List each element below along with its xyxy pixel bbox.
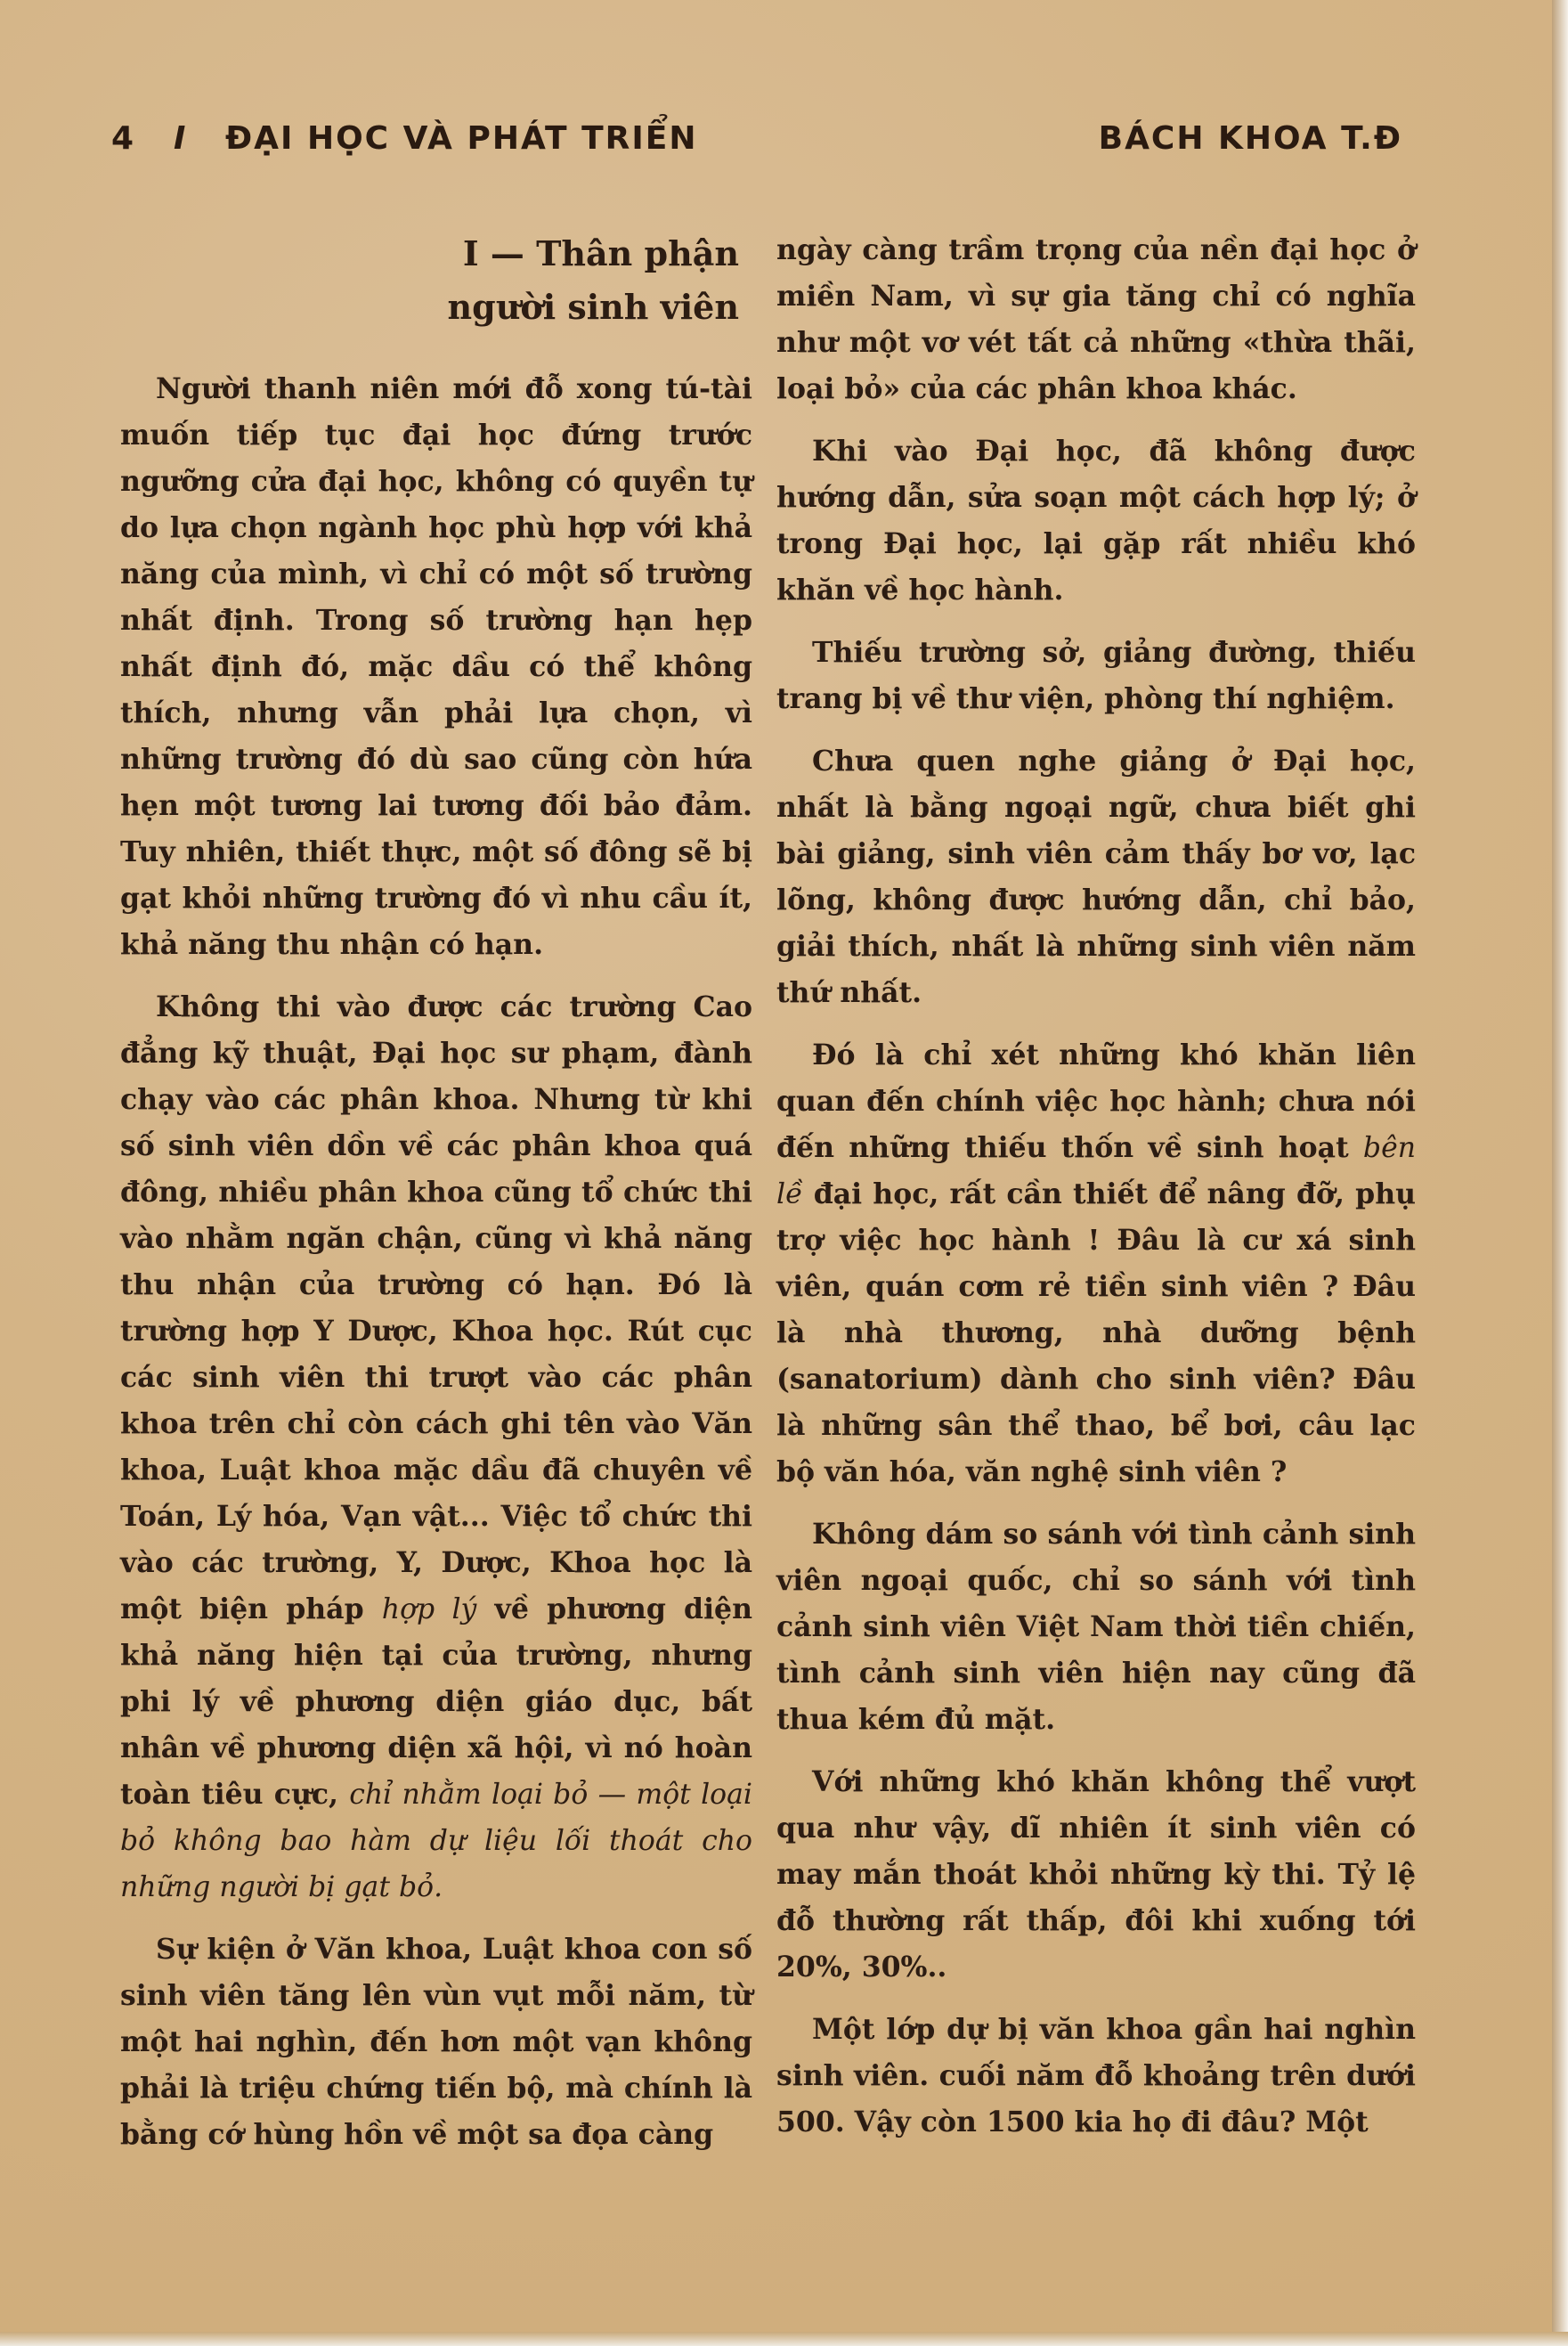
magazine-title: BÁCH KHOA T.Đ bbox=[1098, 120, 1402, 157]
header-separator: I bbox=[174, 120, 188, 157]
paragraph: Sự kiện ở Văn khoa, Luật khoa con số sinh viên tăng lên vùn vụt mỗi năm, từ một hai nghìn, đến hơn một vạn không phải là triệu chứng tiến bộ, mà chính là bằng cớ hùng hồn về một sa đọa càng bbox=[120, 1933, 752, 2151]
section-title-line-1: I — Thân phận bbox=[462, 233, 739, 273]
italic-text: bên lề bbox=[776, 1132, 1416, 1210]
paragraph: Chưa quen nghe giảng ở Đại học, nhất là bằng ngoại ngữ, chưa biết ghi bài giảng, sinh viên cảm thấy bơ vơ, lạc lõng, không được hướng dẫn, chỉ bảo, giải thích, nhất là những sinh viên năm thứ nhất. bbox=[776, 745, 1416, 1009]
section-heading: ĐẠI HỌC VÀ PHÁT TRIỂN bbox=[225, 120, 698, 157]
paragraph: Thiếu trường sở, giảng đường, thiếu trang bị về thư viện, phòng thí nghiệm. bbox=[776, 636, 1416, 715]
section-title-line-2: người sinh viên bbox=[447, 287, 739, 327]
paragraph bbox=[776, 1032, 1416, 1495]
page-number: 4 bbox=[111, 120, 136, 157]
paragraph: Một lớp dự bị văn khoa gần hai nghìn sinh viên. cuối năm đỗ khoảng trên dưới 500. Vậy còn 1500 kia họ đi đâu? Một bbox=[776, 2013, 1416, 2138]
paragraph: Không dám so sánh với tình cảnh sinh viên ngoại quốc, chỉ so sánh với tình cảnh sinh viên Việt Nam thời tiền chiến, tình cảnh sinh viên hiện nay cũng đã thua kém đủ mặt. bbox=[776, 1518, 1416, 1736]
paper-edge-right bbox=[1552, 0, 1568, 2346]
paragraph-text: đại học, rất cần thiết để nâng đỡ, phụ trợ việc học hành ! Đâu là cư xá sinh viên, quán cơm rẻ tiền sinh viên ? Đâu là nhà thương, nhà dưỡng bệnh (sanatorium) dành cho sinh viên? Đâu là những sân thể thao, bể bơi, câu lạc bộ văn hóa, văn nghệ sinh viên ? bbox=[776, 1177, 1416, 1488]
paragraph-text: Không thi vào được các trường Cao đẳng kỹ thuật, Đại học sư phạm, đành chạy vào các phân khoa. Nhưng từ khi số sinh viên dồn về các phân khoa quá đông, nhiều phân khoa cũng tổ chức thi vào nhằm ngăn chận, cũng vì khả năng thu nhận của trường có hạn. Đó là trường hợp Y Dược, Khoa học. Rút cục các sinh viên thi trượt vào các phân khoa trên chỉ còn cách ghi tên vào Văn khoa, Luật khoa mặc dầu đã chuyên về Toán, Lý hóa, Vạn vật... Việc tổ chức thi vào các trường, Y, Dược, Khoa học là một biện pháp bbox=[120, 990, 752, 1625]
paragraph: Người thanh niên mới đỗ xong tú-tài muốn tiếp tục đại học đứng trước ngưỡng cửa đại học, không có quyền tự do lựa chọn ngành học phù hợp với khả năng của mình, vì chỉ có một số trường nhất định. Trong số trường hạn hẹp nhất định đó, mặc dầu có thể không thích, nhưng vẫn phải lựa chọn, vì những trường đó dù sao cũng còn hứa hẹn một tương lai tương đối bảo đảm. Tuy nhiên, thiết thực, một số đông sẽ bị gạt khỏi những trường đó vì nhu cầu ít, khả năng thu nhận có hạn. bbox=[120, 372, 752, 961]
paper-edge-bottom bbox=[0, 2332, 1568, 2346]
paragraph-text: Đó là chỉ xét những khó khăn liên quan đến chính việc học hành; chưa nói đến những thiếu thốn về sinh hoạt bbox=[776, 1039, 1416, 1164]
italic-text: hợp lý bbox=[381, 1593, 477, 1625]
section-title bbox=[120, 227, 752, 334]
left-column bbox=[120, 227, 752, 2174]
paragraph: Với những khó khăn không thể vượt qua như vậy, dĩ nhiên ít sinh viên có may mắn thoát khỏi những kỳ thi. Tỷ lệ đỗ thường rất thấp, đôi khi xuống tới 20%, 30%.. bbox=[776, 1765, 1416, 1984]
right-column bbox=[776, 227, 1416, 2162]
paragraph: ngày càng trầm trọng của nền đại học ở miền Nam, vì sự gia tăng chỉ có nghĩa như một vơ vét tất cả những «thừa thãi, loại bỏ» của các phân khoa khác. bbox=[776, 233, 1416, 405]
paragraph bbox=[120, 984, 752, 1910]
italic-text: chỉ nhằm loại bỏ — một loại bỏ không bao hàm dự liệu lối thoát cho những người bị gạt bỏ. bbox=[120, 1779, 753, 1903]
paragraph-text: về phương diện khả năng hiện tại của trường, nhưng phi lý về phương diện giáo dục, bất nhân về phương diện xã hội, vì nó hoàn toàn tiêu cực, bbox=[120, 1593, 752, 1811]
running-header bbox=[111, 120, 1402, 174]
paragraph: Khi vào Đại học, đã không được hướng dẫn, sửa soạn một cách hợp lý; ở trong Đại học, lại gặp rất nhiều khó khăn về học hành. bbox=[776, 435, 1416, 607]
